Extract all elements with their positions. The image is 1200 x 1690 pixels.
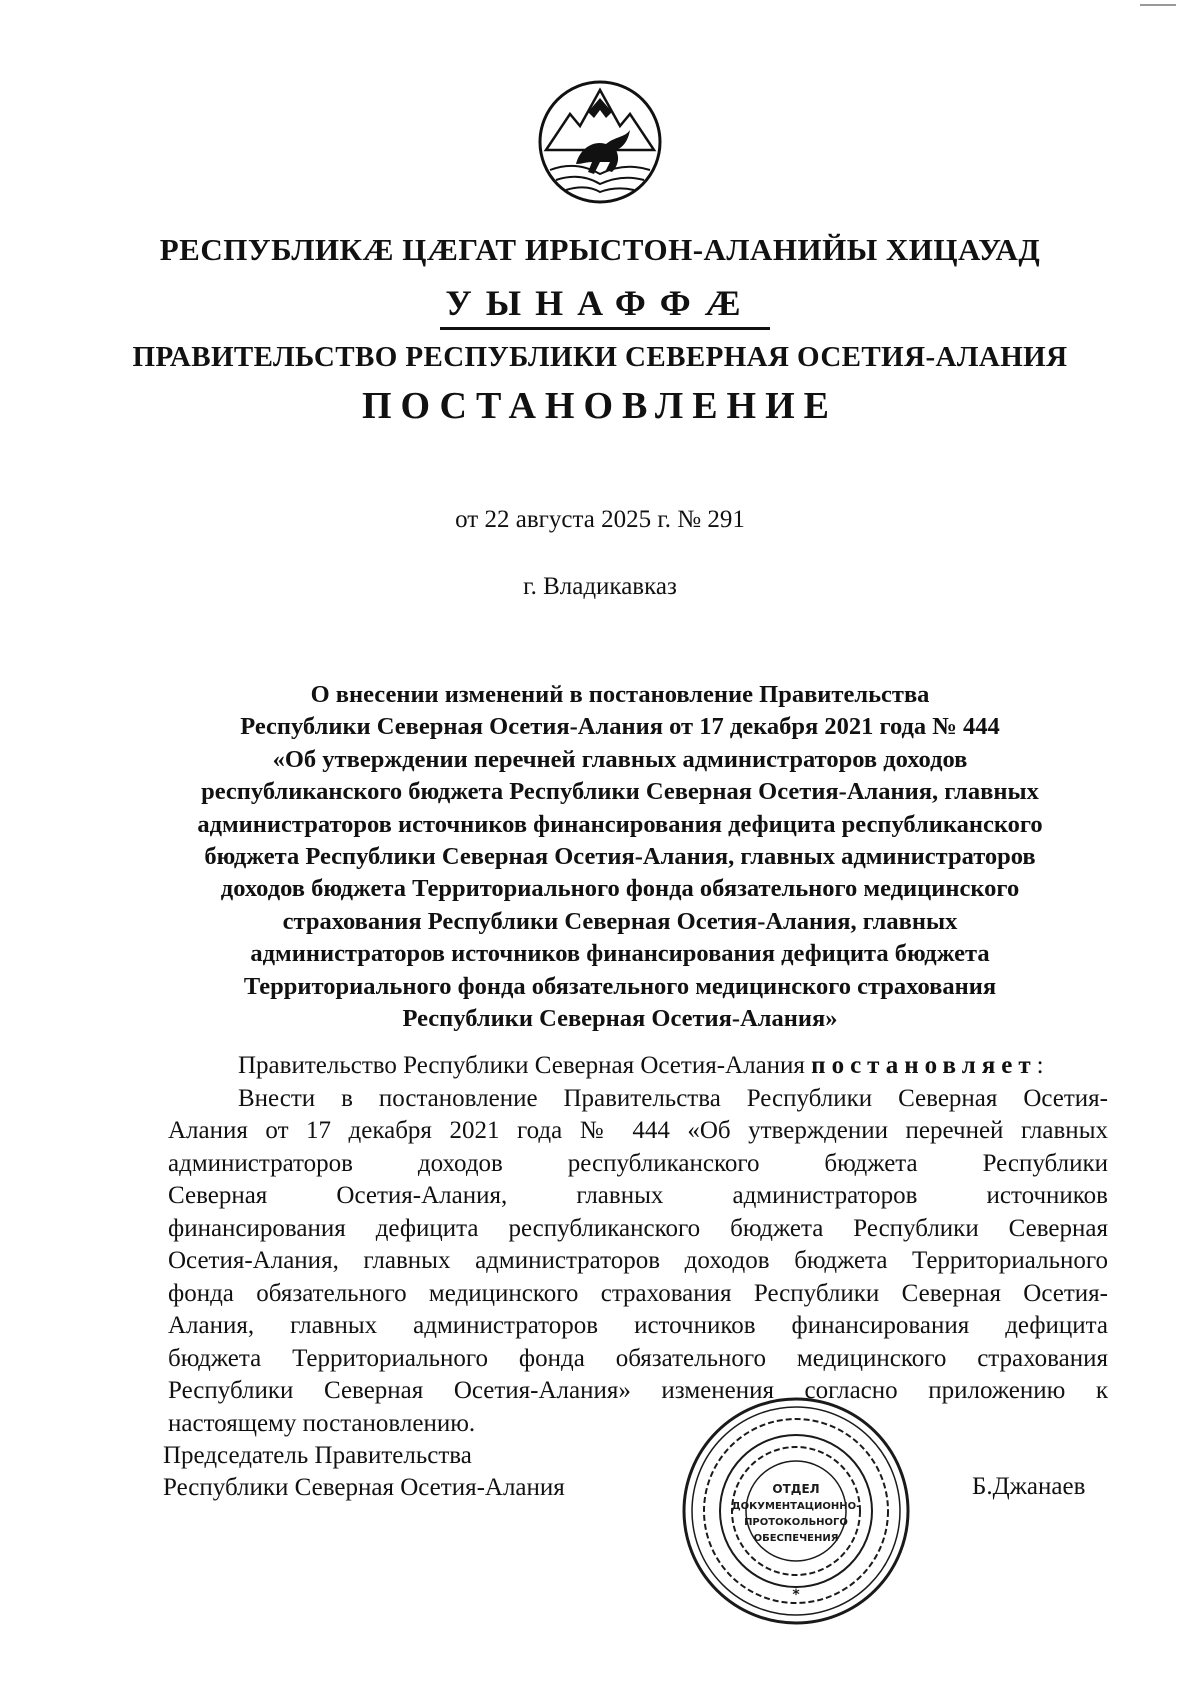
stamp-inner-line: ДОКУМЕНТАЦИОННО- [731,1501,861,1512]
title-line: администраторов источников финансирования дефицита республиканского [197,810,1043,838]
header-underline [440,327,770,330]
title-line: Территориального фонда обязательного медицинского страхования [243,972,997,1000]
title-line: О внесении изменений в постановление Правительства [310,681,930,708]
body-line: Алания от 17 декабря 2021 года № 444 «Об утверждении перечней главных [168,1117,1108,1144]
title-line: доходов бюджета Территориального фонда обязательного медицинского [220,875,1020,903]
title-line: бюджета Республики Северная Осетия-Алания, главных администраторов [204,843,1036,871]
body-line: Республики Северная Осетия-Алания» изменения согласно приложению к [168,1377,1108,1404]
body-line: Внести в постановление Правительства Республики Северная Осетия- [238,1084,1108,1112]
signatory-position [163,1440,565,1504]
signatory-position-line: Республики Северная Осетия-Алания [163,1474,565,1501]
document-title [160,679,1080,1035]
body-intro-text: Правительство Республики Северная Осетия-Алания [238,1052,812,1079]
title-line: страхования Республики Северная Осетия-Алания, главных [282,907,958,935]
document-body [168,1050,1108,1440]
body-line: администраторов доходов республиканского бюджета Республики [168,1149,1108,1177]
title-line: республиканского бюджета Республики Северная Осетия-Алания, главных [201,778,1039,806]
stamp-inner-line: ОТДЕЛ [772,1482,820,1496]
stamp-inner-line: ПРОТОКОЛЬНОГО [744,1517,848,1528]
body-line: фонда обязательного медицинского страхования Республики Северная Осетия- [168,1279,1108,1307]
body-line: настоящему постановлению. [168,1409,476,1437]
header-government: ПРАВИТЕЛЬСТВО РЕСПУБЛИКИ СЕВЕРНАЯ ОСЕТИЯ-АЛАНИЯ [132,341,1068,373]
header-ossetian-decree: УЫНАФФӔ [445,283,755,323]
body-line: Алания, главных администраторов источников финансирования дефицита [168,1312,1108,1339]
signatory-name: Б.Джанаев [972,1473,1086,1500]
coat-of-arms-emblem-icon [536,78,664,206]
signatory-position-line: Председатель Правительства [163,1442,472,1469]
document-date-number: от 22 августа 2025 г. № 291 [455,506,745,533]
body-line: бюджета Территориального фонда обязательного медицинского страхования [168,1344,1108,1372]
corner-mark [1140,4,1176,6]
title-line: администраторов источников финансирования дефицита бюджета [250,940,990,968]
title-line: Республики Северная Осетия-Алания от 17 декабря 2021 года № 444 [240,713,1000,741]
decree-word: постановляет [811,1052,1037,1079]
official-stamp [680,1395,912,1627]
body-line: Северная Осетия-Алания, главных администраторов источников [168,1182,1108,1209]
title-line: «Об утверждении перечней главных администраторов доходов [272,745,968,773]
body-intro-end: : [1036,1052,1044,1079]
stamp-star-icon: * [792,1587,800,1603]
title-line: Республики Северная Осетия-Алания» [402,1005,838,1033]
body-line: финансирования дефицита республиканского бюджета Республики Северная [168,1214,1108,1242]
stamp-inner-line: ОБЕСПЕЧЕНИЯ [753,1533,839,1544]
document-city: г. Владикавказ [523,573,677,600]
header-ossetian-government: РЕСПУБЛИКӔ ЦӔГАТ ИРЫСТОН-АЛАНИЙЫ ХИЦАУАД [159,232,1041,267]
header-decree: ПОСТАНОВЛЕНИЕ [361,385,839,427]
body-line: Осетия-Алания, главных администраторов доходов бюджета Территориального [168,1247,1108,1274]
body-intro [168,1050,1108,1083]
